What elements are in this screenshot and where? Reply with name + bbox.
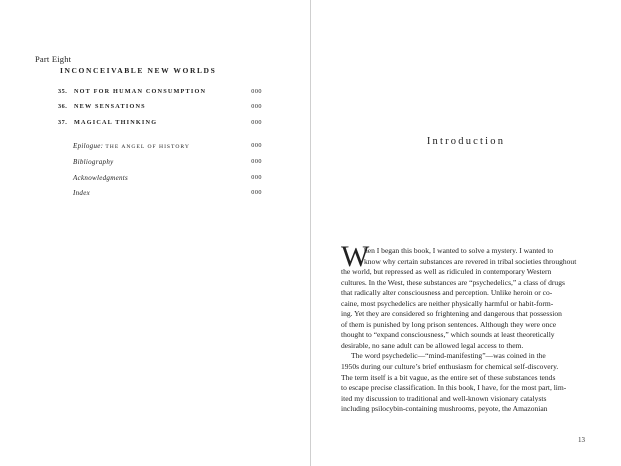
text-line: ing. Yet they are considered so frightening and dangerous that possession — [341, 309, 562, 319]
chapter-title: MAGICAL THINKING — [74, 119, 158, 126]
text-line: The word psychedelic—“mind-manifesting”—was coined in the — [351, 351, 546, 361]
text-line: desirable, no sane adult can be allowed legal access to them. — [341, 340, 524, 350]
text-line: ited my discussion to traditional and well-known visionary catalysts — [341, 393, 547, 403]
epilogue-entry — [73, 142, 190, 150]
chapter-heading: Introduction — [426, 136, 506, 147]
acknowledgments-page: 000 — [251, 174, 262, 181]
right-page — [311, 0, 621, 466]
toc-entry-bibliography[interactable] — [58, 158, 262, 169]
chapter-number: 36. — [58, 103, 68, 110]
drop-cap: W — [341, 240, 370, 273]
text-line: that radically alter consciousness and perception. Unlike heroin or co- — [341, 288, 553, 298]
chapter-page: 000 — [251, 119, 262, 126]
body-text — [341, 246, 595, 415]
index-label: Index — [73, 189, 91, 197]
text-line: The term itself is a bit vague, as the entire set of these substances tends — [341, 372, 556, 382]
text-line: 1950s during our culture’s brief enthusiasm for chemical self-discovery. — [341, 362, 559, 372]
chapter-page: 000 — [251, 88, 262, 95]
text-line: cultures. In the West, these substances are “psychedelics,” a class of drugs — [341, 277, 565, 287]
toc-entry-epilogue[interactable] — [58, 142, 262, 153]
text-line: caine, most psychedelics are neither physically harmful or habit-form- — [341, 298, 554, 308]
bibliography-label: Bibliography — [73, 158, 114, 166]
toc-entry-35[interactable] — [58, 88, 262, 99]
toc-entry-index[interactable] — [58, 189, 262, 200]
text-line: to escape precise classification. In this book, I have, for the most part, lim- — [341, 383, 567, 393]
toc-entry-37[interactable] — [58, 119, 262, 130]
toc-entry-acknowledgments[interactable] — [58, 174, 262, 185]
toc-entry-36[interactable] — [58, 103, 262, 114]
text-line: hen I began this book, I wanted to solve a mystery. I wanted to — [364, 246, 554, 255]
chapter-title: NEW SENSATIONS — [74, 103, 146, 110]
text-line: of them is punished by long prison sentences. Although they were once — [341, 319, 557, 329]
text-line: know why certain substances are revered in tribal societies throughout — [364, 256, 577, 266]
text-line: the world, but repressed as well as ridiculed in contemporary Western — [341, 267, 552, 277]
bibliography-page: 000 — [251, 158, 262, 165]
chapter-page: 000 — [251, 103, 262, 110]
page-number: 13 — [578, 436, 585, 444]
chapter-title: NOT FOR HUMAN CONSUMPTION — [74, 88, 207, 95]
part-title: INCONCEIVABLE NEW WORLDS — [60, 66, 217, 75]
epilogue-prefix: Epilogue: — [73, 142, 104, 150]
chapter-number: 37. — [58, 119, 68, 126]
epilogue-title: THE ANGEL OF HISTORY — [105, 144, 190, 150]
acknowledgments-label: Acknowledgments — [73, 174, 129, 182]
text-line: including psilocybin-containing mushrooms, peyote, the Amazonian — [341, 404, 548, 414]
index-page: 000 — [251, 189, 262, 196]
text-line: thought to “expand consciousness,” which sounds at least theoretically — [341, 330, 555, 340]
chapter-number: 35. — [58, 88, 68, 95]
part-label: Part Eight — [35, 54, 72, 64]
epilogue-page: 000 — [251, 142, 262, 149]
left-page — [0, 0, 310, 466]
